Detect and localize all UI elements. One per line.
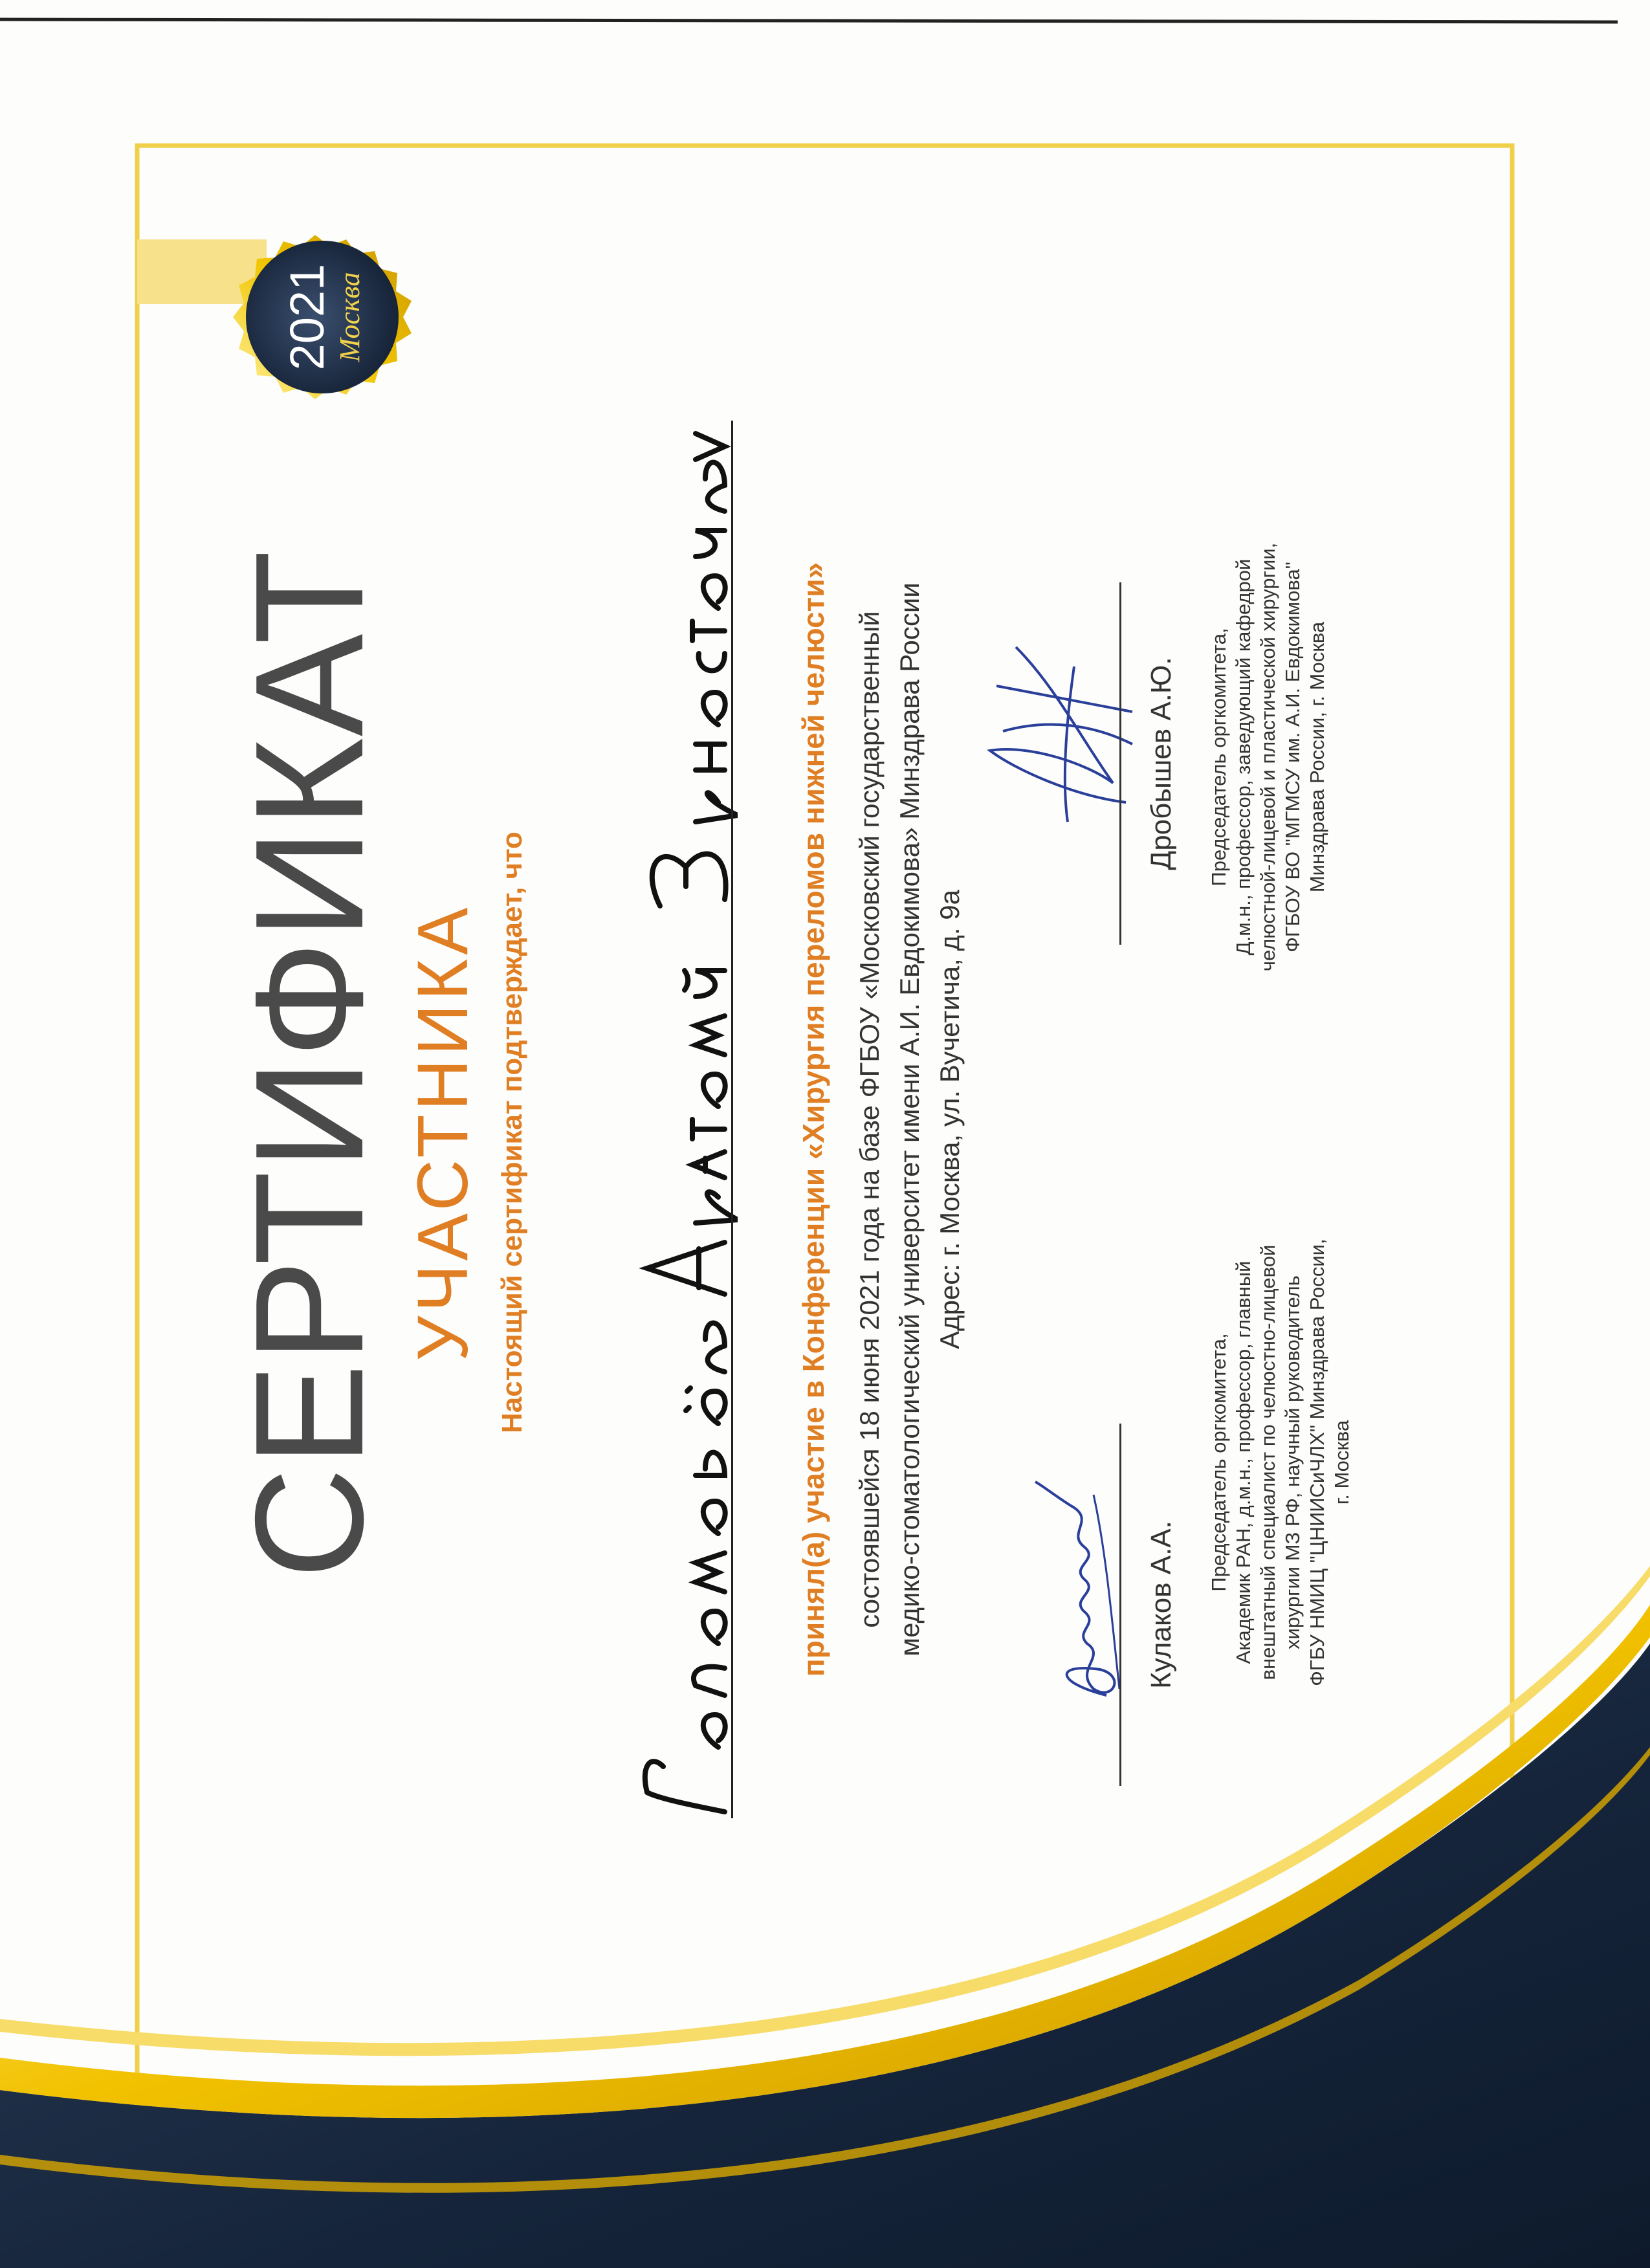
participation-text: принял(а) участие в Конференции «Хирургия переломов нижней челюсти» [797, 562, 830, 1677]
signatory-left-description-line: ФГБУ НМИЦ "ЦНИИСиЧЛХ" Минздрава России, [1306, 1239, 1328, 1686]
signatory-left-description-line: внештатный специалист по челюстно-лицевой [1257, 1244, 1279, 1680]
medal-year: 2021 [280, 263, 334, 371]
event-address: Адрес: г. Москва, ул. Вучетича, д. 9а [934, 890, 965, 1349]
signature-left [1029, 1475, 1132, 1708]
signatory-left-description [1207, 1139, 1354, 1786]
certificate-content [84, 52, 1572, 2174]
signature-line-left [1119, 1424, 1121, 1786]
event-description-line: медико-стоматологический университет имени А.И. Евдокимова» Минздрава России [894, 582, 925, 1657]
signatory-right-description-line: ФГБОУ ВО "МГМСУ им. А.И. Евдокимова" [1281, 562, 1304, 952]
scan-edge-line [0, 19, 1618, 22]
year-medal [214, 207, 434, 427]
participant-name-handwriting [634, 401, 738, 1838]
medal-city: Москва [334, 272, 366, 362]
signatory-right-description-line: Минздрава России, г. Москва [1306, 621, 1328, 893]
participant-name-underline [731, 421, 733, 1818]
signatory-right-name: Дробышев А.Ю. [1145, 657, 1177, 870]
certificate-lead-text: Настоящий сертификат подтверждает, что [496, 831, 528, 1433]
signatory-left-description-line: Председатель оргкомитета, [1207, 1333, 1230, 1592]
signatory-right-description-line: челюстной-лицевой и пластической хирургии, [1257, 542, 1279, 972]
signatory-right-description [1207, 466, 1330, 1048]
signatory-right-description-line: Председатель оргкомитета, [1207, 628, 1230, 886]
signatory-left-description-line: хирургии МЗ РФ, научный руководитель [1281, 1275, 1304, 1649]
certificate-title: СЕРТИФИКАТ [224, 549, 395, 1579]
signatory-left-description-line: г. Москва [1330, 1420, 1353, 1505]
certificate-subtitle: УЧАСТНИКА [403, 903, 483, 1361]
signatory-right-description-line: Д.м.н., профессор, заведующий кафедрой [1232, 558, 1255, 956]
signature-line-right [1119, 582, 1121, 945]
signatory-left-description-line: Академик РАН, д.м.н., профессор, главный [1232, 1261, 1255, 1664]
signatory-left-name: Кулаков А.А. [1145, 1521, 1177, 1689]
event-description-line: состоявшейся 18 июня 2021 года на базе ФГБОУ «Московский государственный [854, 611, 885, 1628]
